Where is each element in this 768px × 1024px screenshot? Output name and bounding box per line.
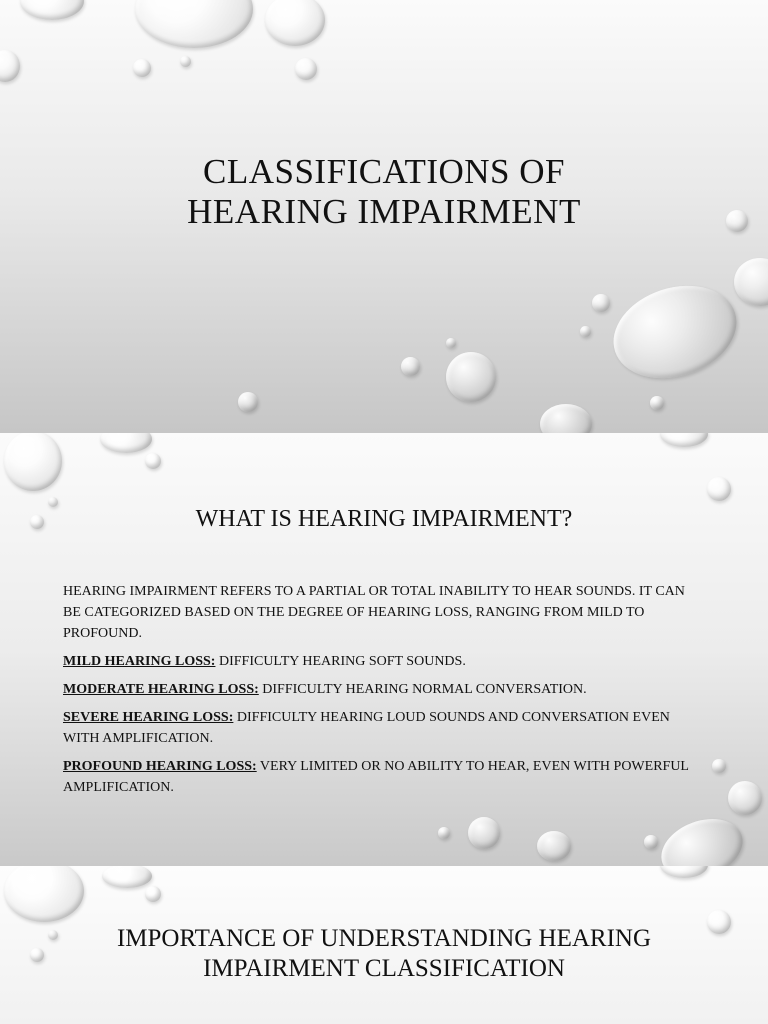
water-drop-decoration — [601, 271, 748, 394]
desc-moderate: DIFFICULTY HEARING NORMAL CONVERSATION. — [258, 682, 587, 697]
water-drop-decoration — [592, 294, 610, 312]
water-drop-decoration — [0, 50, 20, 82]
water-drop-decoration — [734, 258, 768, 306]
water-drop-decoration — [4, 866, 84, 922]
desc-severe: DIFFICULTY HEARING LOUD SOUNDS AND CONVERSATION EVEN WITH AMPLIFICATION. — [63, 710, 670, 746]
water-drop-decoration — [728, 781, 762, 815]
water-drop-decoration — [135, 0, 253, 48]
water-drop-decoration — [145, 453, 161, 469]
water-drop-decoration — [653, 808, 751, 866]
water-drop-decoration — [707, 477, 731, 501]
slide-title-line-2: HEARING IMPAIRMENT — [187, 192, 581, 231]
water-drop-decoration — [580, 326, 591, 337]
term-severe: SEVERE HEARING LOSS: — [63, 710, 234, 725]
list-item-mild — [63, 651, 702, 672]
slide-definition — [0, 433, 768, 866]
water-drop-decoration — [100, 433, 152, 453]
definition-paragraph: HEARING IMPAIRMENT REFERS TO A PARTIAL OR TOTAL INABILITY TO HEAR SOUNDS. IT CAN BE CATEGORIZED BASED ON THE DEGREE OF HEARING LOSS, RANGING FROM MILD TO PROFOUND. — [63, 584, 685, 641]
slide-title-heading — [0, 152, 768, 232]
water-drop-decoration — [446, 352, 496, 402]
list-item-profound — [63, 756, 702, 798]
water-drop-decoration — [102, 866, 152, 888]
slide-title — [0, 0, 768, 433]
water-drop-decoration — [540, 404, 592, 433]
desc-mild: DIFFICULTY HEARING SOFT SOUNDS. — [215, 654, 466, 669]
slide-importance-line-1: IMPORTANCE OF UNDERSTANDING HEARING — [116, 925, 652, 952]
water-drop-decoration — [401, 357, 420, 376]
term-mild: MILD HEARING LOSS: — [63, 654, 216, 669]
slide-importance-line-2: IMPAIRMENT CLASSIFICATION — [203, 955, 565, 982]
water-drop-decoration — [468, 817, 500, 849]
water-drop-decoration — [238, 392, 258, 412]
slide-importance-heading — [0, 924, 768, 984]
water-drop-decoration — [133, 59, 151, 77]
water-drop-decoration — [20, 0, 84, 20]
water-drop-decoration — [644, 835, 658, 849]
desc-profound: VERY LIMITED OR NO ABILITY TO HEAR, EVEN WITH POWERFUL AMPLIFICATION. — [63, 759, 689, 795]
slide-importance — [0, 866, 768, 1024]
slide-title-line-1: CLASSIFICATIONS OF — [203, 152, 565, 191]
list-item-moderate — [63, 679, 702, 700]
water-drop-decoration — [660, 866, 708, 878]
water-drop-decoration — [4, 433, 62, 491]
water-drop-decoration — [650, 396, 664, 410]
water-drop-decoration — [712, 759, 726, 773]
water-drop-decoration — [660, 433, 708, 447]
water-drop-decoration — [180, 56, 191, 67]
water-drop-decoration — [537, 831, 571, 861]
slide-definition-heading: WHAT IS HEARING IMPAIRMENT? — [195, 506, 573, 532]
water-drop-decoration — [295, 58, 317, 80]
term-moderate: MODERATE HEARING LOSS: — [63, 682, 259, 697]
water-drop-decoration — [265, 0, 325, 46]
water-drop-decoration — [145, 886, 161, 902]
slide-definition-body — [63, 581, 702, 805]
water-drop-decoration — [438, 827, 450, 839]
water-drop-decoration — [446, 338, 456, 348]
term-profound: PROFOUND HEARING LOSS: — [63, 759, 257, 774]
list-item-severe — [63, 707, 702, 749]
